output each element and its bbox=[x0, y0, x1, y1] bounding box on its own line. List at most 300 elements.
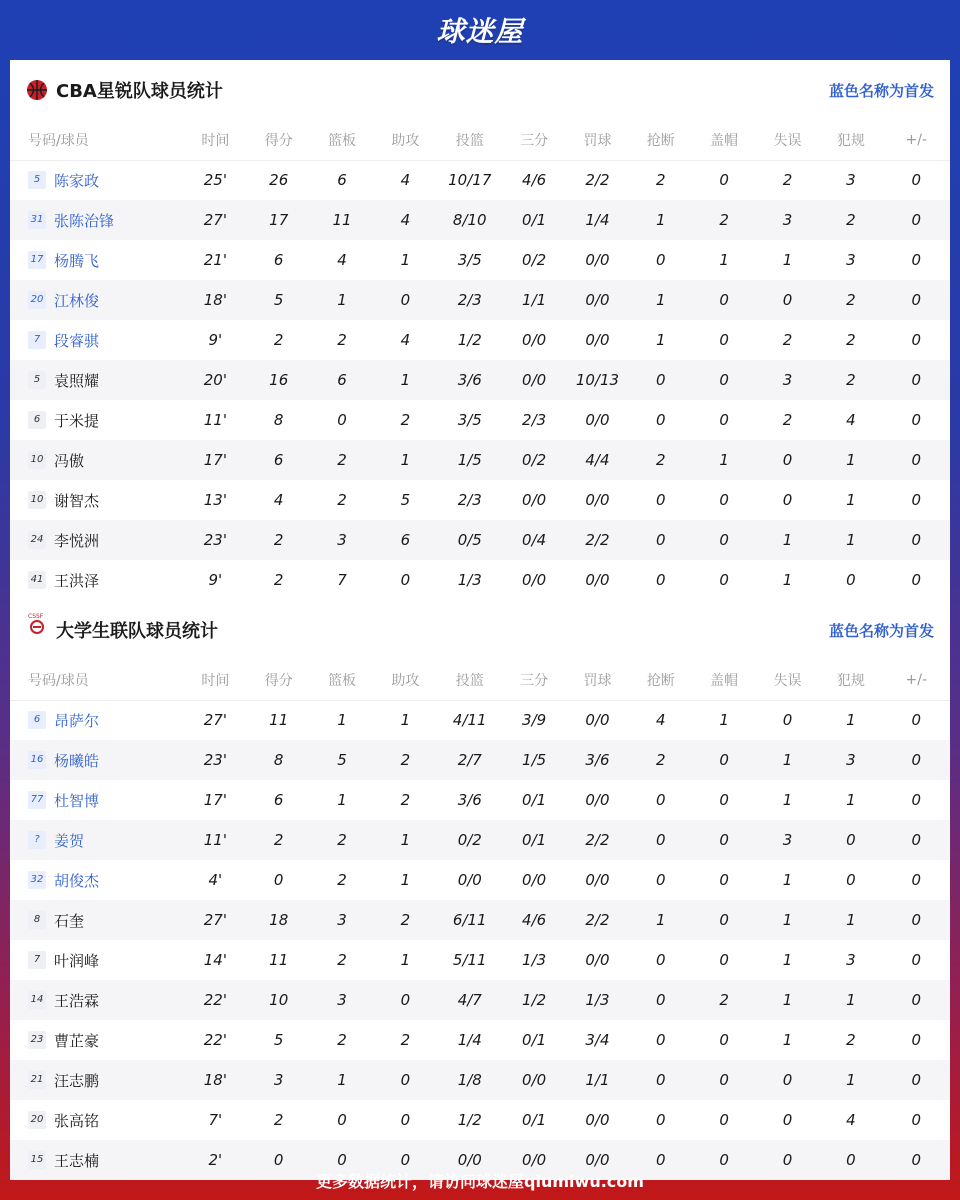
stat-cell: 0 bbox=[374, 1060, 437, 1100]
stat-cell: 1 bbox=[400, 951, 411, 969]
player-name[interactable]: 杨腾飞 bbox=[54, 251, 100, 270]
basketball-icon bbox=[26, 79, 48, 101]
stat-cell: 2 bbox=[273, 331, 284, 349]
stat-cell: 0 bbox=[911, 411, 922, 429]
stat-cell: 0 bbox=[719, 571, 729, 589]
stat-cell: 2/2 bbox=[566, 520, 629, 560]
column-header[interactable]: 时间 bbox=[184, 660, 247, 700]
stat-cell: 8 bbox=[273, 411, 284, 429]
stat-cell: 0/0 bbox=[522, 571, 547, 589]
stat-cell: 18 bbox=[247, 900, 310, 940]
stat-cell: 2 bbox=[819, 280, 882, 320]
stat-cell: 0 bbox=[337, 411, 347, 429]
stat-cell: 2/3 bbox=[457, 491, 482, 509]
stat-cell: 0 bbox=[911, 951, 922, 969]
stat-cell: 1/8 bbox=[437, 1060, 502, 1100]
stat-cell: 1 bbox=[782, 871, 793, 889]
stat-cell: 0/0 bbox=[585, 711, 610, 730]
column-header[interactable]: 得分 bbox=[247, 120, 310, 160]
table-row[interactable] bbox=[10, 240, 950, 280]
player-name[interactable]: 王洪泽 bbox=[54, 571, 100, 590]
stat-cell: 2 bbox=[374, 900, 437, 940]
player-name[interactable]: 于米提 bbox=[54, 411, 100, 430]
stat-cell: 27' bbox=[184, 200, 247, 240]
stat-cell: 1 bbox=[400, 711, 411, 730]
jersey-number-badge: 14 bbox=[28, 991, 46, 1009]
stat-cell: 4/6 bbox=[502, 900, 565, 940]
column-header[interactable]: 失误 bbox=[756, 120, 819, 160]
stat-cell: 0 bbox=[883, 1060, 950, 1100]
stat-cell: 0/0 bbox=[585, 1111, 610, 1129]
stat-cell: 3 bbox=[756, 360, 819, 400]
stat-cell: 1 bbox=[819, 520, 882, 560]
stat-cell: 0 bbox=[756, 440, 819, 480]
player-name[interactable]: 昂萨尔 bbox=[54, 711, 100, 730]
stat-cell: 0 bbox=[629, 360, 692, 400]
stat-cell: 0 bbox=[883, 280, 950, 320]
player-name[interactable]: 袁照耀 bbox=[54, 371, 100, 390]
jersey-number-badge: 32 bbox=[28, 871, 46, 889]
stat-cell: 0/2 bbox=[522, 251, 547, 269]
column-header[interactable]: 三分 bbox=[502, 660, 565, 700]
stat-cell: 3/9 bbox=[522, 711, 547, 730]
stat-cell: 0 bbox=[400, 1111, 411, 1129]
stat-cell: 8 bbox=[247, 740, 310, 780]
stat-cell: 0 bbox=[692, 280, 755, 320]
stat-cell: 4 bbox=[846, 1111, 856, 1129]
player-name[interactable]: 杜智博 bbox=[54, 791, 100, 810]
stat-cell: 1 bbox=[846, 711, 856, 730]
stat-cell: 3 bbox=[247, 1060, 310, 1100]
table-row[interactable] bbox=[10, 940, 950, 980]
column-header[interactable]: 投篮 bbox=[437, 660, 502, 700]
stat-cell: 0 bbox=[883, 820, 950, 860]
stat-cell: 3 bbox=[310, 520, 373, 560]
stat-cell: 0 bbox=[911, 711, 922, 730]
stat-cell: 2 bbox=[273, 571, 284, 589]
stat-cell: 3/5 bbox=[457, 411, 482, 429]
stat-cell: 0 bbox=[756, 280, 819, 320]
footer-text[interactable]: 更多数据统计，请访问球迷屋qiumiwu.com bbox=[316, 1171, 644, 1191]
stat-cell: 17' bbox=[203, 791, 227, 809]
stat-cell: 0 bbox=[692, 900, 755, 940]
stat-cell: 9' bbox=[208, 331, 223, 349]
stat-cell: 2 bbox=[337, 951, 347, 969]
stat-cell: 0/4 bbox=[502, 520, 565, 560]
column-header[interactable]: 助攻 bbox=[374, 660, 437, 700]
stat-cell: 6 bbox=[273, 251, 284, 269]
table-row[interactable] bbox=[10, 1060, 950, 1100]
player-name[interactable]: 石奎 bbox=[54, 911, 85, 930]
footer-banner bbox=[0, 1160, 960, 1200]
player-name[interactable]: 王浩霖 bbox=[54, 991, 100, 1010]
stat-cell: 0 bbox=[337, 1111, 347, 1129]
table-row[interactable] bbox=[10, 740, 950, 780]
stat-cell: 3/6 bbox=[457, 791, 482, 809]
stat-cell: 1 bbox=[782, 951, 793, 969]
player-name[interactable]: 汪志鹏 bbox=[54, 1071, 100, 1090]
table-header-row bbox=[10, 120, 950, 160]
table-row[interactable] bbox=[10, 780, 950, 820]
column-header[interactable]: 抢断 bbox=[629, 120, 692, 160]
player-cell bbox=[10, 160, 184, 200]
stat-cell: 4 bbox=[337, 251, 347, 269]
player-name[interactable]: 陈家政 bbox=[54, 171, 100, 190]
stat-cell: 5 bbox=[310, 740, 373, 780]
jersey-number-badge: ? bbox=[28, 831, 46, 849]
stat-cell: 1/4 bbox=[457, 1031, 482, 1049]
stat-cell: 2 bbox=[337, 1031, 347, 1049]
stat-cell: 0/1 bbox=[502, 820, 565, 860]
stat-cell: 7 bbox=[337, 571, 347, 589]
stat-cell: 0 bbox=[656, 571, 666, 589]
stat-cell: 4 bbox=[400, 171, 411, 190]
stat-cell: 0/0 bbox=[502, 360, 565, 400]
column-header[interactable]: +/- bbox=[883, 660, 950, 700]
jersey-number-badge: 20 bbox=[28, 1111, 46, 1129]
stat-cell: 0 bbox=[911, 331, 922, 349]
stat-cell: 0 bbox=[911, 1031, 922, 1049]
jersey-number-badge: 41 bbox=[28, 571, 46, 589]
stat-cell: 0 bbox=[692, 360, 755, 400]
stat-cell: 0/0 bbox=[457, 871, 482, 889]
player-name[interactable]: 曹芷豪 bbox=[54, 1031, 100, 1050]
stat-cell: 0 bbox=[629, 520, 692, 560]
stat-cell: 4 bbox=[400, 331, 411, 349]
jersey-number-badge: 77 bbox=[28, 791, 46, 809]
starter-legend-note: 蓝色名称为首发 bbox=[828, 621, 934, 640]
player-name[interactable]: 张陈治锋 bbox=[54, 211, 115, 230]
table-row[interactable] bbox=[10, 480, 950, 520]
table-row[interactable] bbox=[10, 520, 950, 560]
stat-cell: 0/0 bbox=[585, 951, 610, 969]
stat-cell: 1 bbox=[629, 200, 692, 240]
stat-cell: 4 bbox=[273, 491, 284, 509]
starter-legend-note: 蓝色名称为首发 bbox=[828, 81, 934, 100]
stat-cell: 2 bbox=[629, 440, 692, 480]
table-row[interactable] bbox=[10, 400, 950, 440]
stat-cell: 0 bbox=[247, 1140, 310, 1180]
stat-cell: 1 bbox=[629, 280, 692, 320]
stat-cell: 1 bbox=[782, 1031, 793, 1049]
jersey-number-badge: 6 bbox=[28, 711, 46, 729]
stat-cell: 6 bbox=[374, 520, 437, 560]
player-name[interactable]: 江林俊 bbox=[54, 291, 100, 310]
stat-cell: 1/1 bbox=[566, 1060, 629, 1100]
stat-cell: 1/3 bbox=[457, 571, 482, 589]
stat-cell: 1/3 bbox=[566, 980, 629, 1020]
table-row[interactable] bbox=[10, 200, 950, 240]
stat-cell: 0 bbox=[656, 411, 666, 429]
table-row[interactable] bbox=[10, 560, 950, 600]
stat-cell: 9' bbox=[208, 571, 223, 589]
stat-cell: 16 bbox=[247, 360, 310, 400]
stat-cell: 8/10 bbox=[437, 200, 502, 240]
stat-cell: 2 bbox=[310, 820, 373, 860]
stat-cell: 0/5 bbox=[437, 520, 502, 560]
stat-cell: 3/6 bbox=[437, 360, 502, 400]
stat-cell: 7' bbox=[208, 1111, 223, 1129]
table-row[interactable] bbox=[10, 820, 950, 860]
player-cell bbox=[10, 480, 184, 520]
jersey-number-badge: 8 bbox=[28, 911, 46, 929]
jersey-number-badge: 17 bbox=[28, 251, 46, 269]
player-stats-table bbox=[10, 660, 950, 1180]
stat-cell: 5/11 bbox=[452, 951, 487, 969]
section-title-row bbox=[10, 60, 950, 120]
stat-cell: 1 bbox=[756, 520, 819, 560]
stat-cell: 23' bbox=[184, 740, 247, 780]
stat-cell: 0 bbox=[883, 1140, 950, 1180]
column-header[interactable]: 抢断 bbox=[629, 660, 692, 700]
player-cell bbox=[10, 700, 184, 740]
stat-cell: 0 bbox=[719, 491, 729, 509]
table-row[interactable] bbox=[10, 980, 950, 1020]
stat-cell: 5 bbox=[273, 1031, 284, 1049]
stat-cell: 0/0 bbox=[585, 791, 610, 809]
stat-cell: 0 bbox=[819, 820, 882, 860]
stat-cell: 2 bbox=[819, 200, 882, 240]
stat-cell: 0/0 bbox=[585, 411, 610, 429]
column-header[interactable]: 时间 bbox=[184, 120, 247, 160]
stat-cell: 2' bbox=[184, 1140, 247, 1180]
player-name[interactable]: 杨曦皓 bbox=[54, 751, 100, 770]
jersey-number-badge: 7 bbox=[28, 331, 46, 349]
stat-cell: 1 bbox=[400, 251, 411, 269]
player-name[interactable]: 张高铭 bbox=[54, 1111, 100, 1130]
column-header[interactable]: 号码/球员 bbox=[10, 660, 184, 700]
stat-cell: 1 bbox=[692, 440, 755, 480]
sections-container bbox=[10, 60, 950, 1180]
stat-cell: 1 bbox=[782, 791, 793, 809]
jersey-number-badge: 6 bbox=[28, 411, 46, 429]
stat-cell: 0/0 bbox=[566, 280, 629, 320]
player-cell bbox=[10, 400, 184, 440]
stat-cell: 2 bbox=[692, 980, 755, 1020]
column-header[interactable]: 得分 bbox=[247, 660, 310, 700]
column-header[interactable]: 盖帽 bbox=[692, 120, 755, 160]
stat-cell: 0 bbox=[719, 951, 729, 969]
stat-cell: 1 bbox=[756, 900, 819, 940]
stat-cell: 0 bbox=[911, 571, 922, 589]
column-header[interactable]: 失误 bbox=[756, 660, 819, 700]
player-cell bbox=[10, 980, 184, 1020]
player-name[interactable]: 冯傲 bbox=[54, 451, 85, 470]
stat-cell: 4/6 bbox=[522, 171, 547, 190]
table-row[interactable] bbox=[10, 280, 950, 320]
stat-cell: 17' bbox=[184, 440, 247, 480]
player-name[interactable]: 谢智杰 bbox=[54, 491, 100, 510]
section-title-group bbox=[26, 613, 218, 643]
stat-cell: 3 bbox=[310, 900, 373, 940]
stat-cell: 0/1 bbox=[522, 1111, 547, 1129]
stat-cell: 0 bbox=[883, 520, 950, 560]
stat-cell: 6 bbox=[337, 171, 347, 190]
cssf-logo-text: CSSF bbox=[28, 613, 44, 620]
jersey-number-badge: 16 bbox=[28, 751, 46, 769]
jersey-number-badge: 24 bbox=[28, 531, 46, 549]
stat-cell: 11 bbox=[310, 200, 373, 240]
column-header[interactable]: 篮板 bbox=[310, 660, 373, 700]
stat-cell: 25' bbox=[203, 171, 227, 190]
stat-cell: 2/3 bbox=[522, 411, 547, 429]
stat-cell: 1 bbox=[756, 740, 819, 780]
stat-cell: 0 bbox=[911, 791, 922, 809]
section-title: 大学生联队球员统计 bbox=[56, 621, 218, 642]
player-cell bbox=[10, 740, 184, 780]
player-name[interactable]: 段睿骐 bbox=[54, 331, 100, 350]
stat-cell: 0 bbox=[819, 1140, 882, 1180]
stat-cell: 1 bbox=[846, 491, 856, 509]
stat-cell: 0 bbox=[782, 1111, 793, 1129]
table-row[interactable] bbox=[10, 1020, 950, 1060]
stat-cell: 1 bbox=[819, 1060, 882, 1100]
stat-cell: 0/0 bbox=[437, 1140, 502, 1180]
table-row[interactable] bbox=[10, 320, 950, 360]
table-header-row bbox=[10, 660, 950, 700]
player-cell bbox=[10, 860, 184, 900]
player-name[interactable]: 王志楠 bbox=[54, 1151, 100, 1170]
stat-cell: 0 bbox=[656, 491, 666, 509]
stat-cell: 0/2 bbox=[502, 440, 565, 480]
stat-cell: 2 bbox=[782, 411, 793, 429]
column-header[interactable]: 罚球 bbox=[566, 660, 629, 700]
stat-cell: 0 bbox=[692, 740, 755, 780]
stat-cell: 4' bbox=[208, 871, 223, 889]
stat-cell: 4 bbox=[846, 411, 856, 429]
table-row[interactable] bbox=[10, 360, 950, 400]
stat-cell: 1 bbox=[310, 1060, 373, 1100]
stat-cell: 1 bbox=[846, 791, 856, 809]
stat-cell: 0 bbox=[846, 571, 856, 589]
table-row[interactable] bbox=[10, 860, 950, 900]
column-header[interactable]: 投篮 bbox=[437, 120, 502, 160]
player-cell bbox=[10, 780, 184, 820]
stat-cell: 2/2 bbox=[585, 171, 610, 190]
column-header[interactable]: 三分 bbox=[502, 120, 565, 160]
column-header[interactable]: 助攻 bbox=[374, 120, 437, 160]
stat-cell: 17 bbox=[247, 200, 310, 240]
player-name[interactable]: 叶润峰 bbox=[54, 951, 100, 970]
stat-cell: 4 bbox=[656, 711, 666, 730]
stat-cell: 1 bbox=[374, 440, 437, 480]
stat-cell: 0 bbox=[656, 1031, 666, 1049]
stat-cell: 0 bbox=[719, 171, 729, 190]
stat-cell: 1/5 bbox=[437, 440, 502, 480]
player-name[interactable]: 胡俊杰 bbox=[54, 871, 100, 890]
jersey-number-badge: 31 bbox=[28, 211, 46, 229]
stat-cell: 0 bbox=[374, 1140, 437, 1180]
player-name[interactable]: 李悦洲 bbox=[54, 531, 100, 550]
stat-cell: 1/1 bbox=[502, 280, 565, 320]
player-cell bbox=[10, 440, 184, 480]
stat-cell: 0 bbox=[374, 280, 437, 320]
player-cell bbox=[10, 560, 184, 600]
site-logo[interactable]: 球迷屋 bbox=[436, 15, 524, 48]
stat-cell: 2 bbox=[247, 820, 310, 860]
stat-cell: 0 bbox=[656, 1111, 666, 1129]
stat-cell: 5 bbox=[400, 491, 411, 509]
player-cell bbox=[10, 360, 184, 400]
stat-cell: 2 bbox=[374, 740, 437, 780]
stat-cell: 13' bbox=[203, 491, 227, 509]
stat-cell: 0 bbox=[656, 871, 666, 889]
stat-cell: 10/13 bbox=[566, 360, 629, 400]
stat-cell: 1 bbox=[819, 980, 882, 1020]
stat-cell: 0 bbox=[911, 491, 922, 509]
stat-cell: 1 bbox=[374, 820, 437, 860]
stat-cell: 2 bbox=[247, 520, 310, 560]
player-cell bbox=[10, 520, 184, 560]
stat-cell: 1 bbox=[629, 900, 692, 940]
stat-cell: 22' bbox=[184, 980, 247, 1020]
stat-cell: 0 bbox=[911, 171, 922, 190]
team-section bbox=[10, 600, 950, 1180]
column-header[interactable]: +/- bbox=[883, 120, 950, 160]
player-cell bbox=[10, 240, 184, 280]
stat-cell: 2 bbox=[400, 411, 411, 429]
jersey-number-badge: 15 bbox=[28, 1151, 46, 1169]
stat-cell: 14' bbox=[203, 951, 227, 969]
column-header[interactable]: 罚球 bbox=[566, 120, 629, 160]
stat-cell: 1 bbox=[782, 251, 793, 269]
player-cell bbox=[10, 280, 184, 320]
stat-cell: 2 bbox=[400, 791, 411, 809]
table-row[interactable] bbox=[10, 1100, 950, 1140]
column-header[interactable]: 犯规 bbox=[819, 660, 882, 700]
stat-cell: 0 bbox=[782, 491, 793, 509]
player-name[interactable]: 姜贺 bbox=[54, 831, 85, 850]
stat-cell: 3 bbox=[846, 171, 856, 190]
stat-cell: 23' bbox=[184, 520, 247, 560]
stat-cell: 2 bbox=[273, 1111, 284, 1129]
stat-cell: 1 bbox=[819, 900, 882, 940]
stat-cell: 0 bbox=[692, 1060, 755, 1100]
column-header[interactable]: 篮板 bbox=[310, 120, 373, 160]
stat-cell: 2/7 bbox=[437, 740, 502, 780]
table-row[interactable] bbox=[10, 900, 950, 940]
stat-cell: 0 bbox=[692, 820, 755, 860]
stat-cell: 22' bbox=[203, 1031, 227, 1049]
stat-cell: 4/4 bbox=[566, 440, 629, 480]
stat-cell: 1 bbox=[819, 440, 882, 480]
stat-cell: 3 bbox=[756, 820, 819, 860]
stat-cell: 1 bbox=[656, 331, 666, 349]
stat-cell: 2 bbox=[629, 740, 692, 780]
column-header[interactable]: 号码/球员 bbox=[10, 120, 184, 160]
stat-cell: 0 bbox=[883, 200, 950, 240]
stat-cell: 0/0 bbox=[522, 331, 547, 349]
table-row[interactable] bbox=[10, 160, 950, 200]
stat-cell: 0 bbox=[629, 820, 692, 860]
stat-cell: 1/3 bbox=[522, 951, 547, 969]
table-row[interactable] bbox=[10, 440, 950, 480]
jersey-number-badge: 5 bbox=[28, 171, 46, 189]
stat-cell: 0 bbox=[719, 871, 729, 889]
stat-cell: 1/2 bbox=[457, 1111, 482, 1129]
stat-cell: 3 bbox=[846, 951, 856, 969]
column-header[interactable]: 盖帽 bbox=[692, 660, 755, 700]
table-row[interactable] bbox=[10, 700, 950, 740]
stat-cell: 2 bbox=[782, 331, 793, 349]
column-header[interactable]: 犯规 bbox=[819, 120, 882, 160]
stat-cell: 2 bbox=[846, 331, 856, 349]
stat-cell: 2/2 bbox=[566, 900, 629, 940]
stat-cell: 2 bbox=[400, 1031, 411, 1049]
stat-cell: 6 bbox=[310, 360, 373, 400]
stat-cell: 11' bbox=[203, 411, 227, 429]
stat-cell: 10 bbox=[247, 980, 310, 1020]
